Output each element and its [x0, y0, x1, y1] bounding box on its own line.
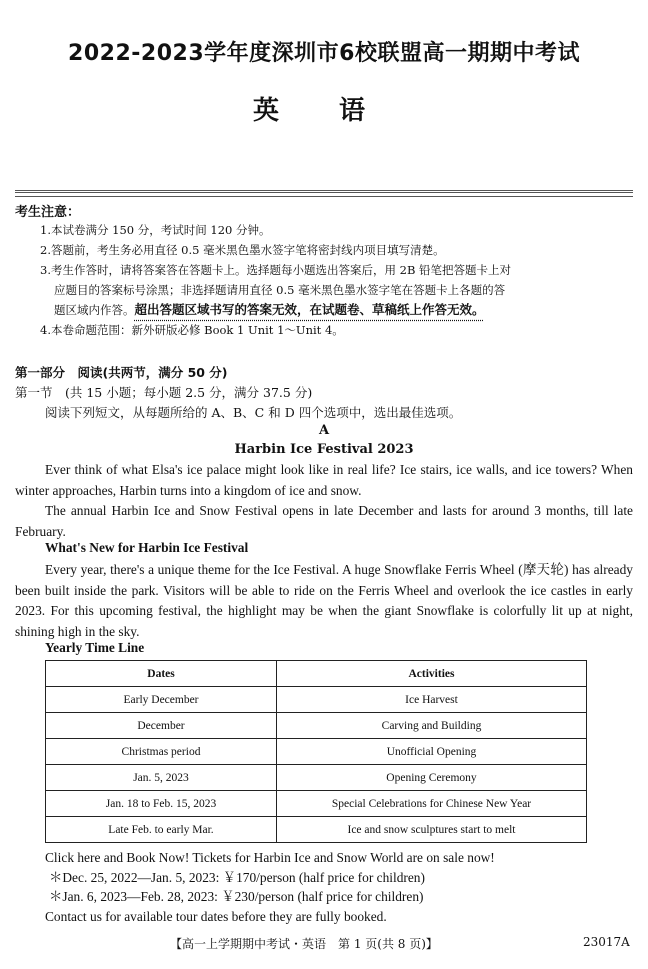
notice-item-3-tail: 题区域内作答。	[54, 303, 135, 317]
notice-list	[40, 220, 640, 340]
header-activities: Activities	[277, 661, 587, 687]
footer-label: 【高一上学期期中考试・英语 第 1 页(共 8 页)】	[170, 937, 438, 951]
passage-intro	[15, 460, 633, 542]
subheading-timeline: Yearly Time Line	[45, 640, 145, 655]
activity-cell: Special Celebrations for Chinese New Year	[277, 791, 587, 817]
booking-line-2: ＊Dec. 25, 2022—Jan. 5, 2023: ￥170/person (half price for children)	[49, 869, 425, 885]
section-heading: 第一节 (共 15 小题；每小题 2.5 分，满分 37.5 分)	[15, 385, 313, 400]
notice-heading: 考生注意：	[15, 205, 81, 220]
activity-cell: Ice and snow sculptures start to melt	[277, 817, 587, 843]
table-row	[46, 765, 587, 791]
notice-item-3: 3.考生作答时，请将答案答在答题卡上。选择题每小题选出答案后，用 2B 铅笔把答题卡上对	[40, 263, 512, 277]
date-cell: Late Feb. to early Mar.	[46, 817, 277, 843]
booking-line-4: Contact us for available tour dates before they are fully booked.	[45, 908, 387, 924]
booking-line-3: ＊Jan. 6, 2023—Feb. 28, 2023: ￥230/person (half price for children)	[49, 889, 424, 904]
notice-item-1: 1.本试卷满分 150 分，考试时间 120 分钟。	[40, 223, 271, 237]
table-header-row	[46, 661, 587, 687]
part-heading: 第一部分 阅读(共两节，满分 50 分)	[15, 365, 228, 380]
paragraph-1: Ever think of what Elsa's ice palace might look like in real life? Ice stairs, ice walls, and ice towers? When winter approaches, Harbin turns into a kingdom of ice and snow.	[15, 462, 633, 498]
date-cell: Christmas period	[46, 739, 277, 765]
notice-item-3-cont: 应题目的答案标号涂黑；非选择题请用直径 0.5 毫米黑色墨水签字笔在答题卡上各题的答	[54, 283, 506, 297]
reading-instruction: 阅读下列短文，从每题所给的 A、B、C 和 D 四个选项中，选出最佳选项。	[45, 405, 462, 420]
subheading-whats-new: What's New for Harbin Ice Festival	[45, 540, 249, 555]
date-cell: December	[46, 713, 277, 739]
passage-body	[15, 560, 633, 642]
activity-cell: Unofficial Opening	[277, 739, 587, 765]
passage-title: Harbin Ice Festival 2023	[234, 442, 414, 457]
table-row	[46, 739, 587, 765]
date-cell: Jan. 5, 2023	[46, 765, 277, 791]
table-row	[46, 687, 587, 713]
header-dates: Dates	[46, 661, 277, 687]
paragraph-3: Every year, there's a unique theme for the Ice Festival. A huge Snowflake Ferris Wheel (摩天轮) has already been built inside the park. Visitors will be able to ride on the Ferris Wheel and overlook the ice castles in early 2023. For this upcoming festival, the highlight may be when the giant Snowflake is colorfully lit up at night, shining high in the sky.	[15, 562, 633, 639]
subject-title: 英语	[252, 96, 425, 126]
booking-info	[45, 848, 495, 926]
table-row	[46, 817, 587, 843]
table-row	[46, 713, 587, 739]
notice-item-2: 2.答题前，考生务必用直径 0.5 毫米黑色墨水签字笔将密封线内项目填写清楚。	[40, 243, 445, 257]
booking-line-1: Click here and Book Now! Tickets for Harbin Ice and Snow World are on sale now!	[45, 850, 495, 865]
paragraph-2: The annual Harbin Ice and Snow Festival opens in late December and lasts for around 3 months, till late February.	[15, 503, 633, 539]
activity-cell: Carving and Building	[277, 713, 587, 739]
notice-emphasis: 超出答题区域书写的答案无效，在试题卷、草稿纸上作答无效。	[134, 302, 485, 317]
table-row	[46, 791, 587, 817]
date-cell: Jan. 18 to Feb. 15, 2023	[46, 791, 277, 817]
footer-code: 23017A	[583, 935, 630, 949]
header-divider	[15, 190, 633, 197]
timeline-table	[45, 660, 587, 843]
activity-cell: Ice Harvest	[277, 687, 587, 713]
notice-item-4: 4.本卷命题范围：新外研版必修 Book 1 Unit 1～Unit 4。	[40, 323, 344, 337]
date-cell: Early December	[46, 687, 277, 713]
activity-cell: Opening Ceremony	[277, 765, 587, 791]
passage-letter: A	[318, 423, 330, 438]
notice-item-3-cont2	[40, 300, 640, 320]
exam-title: 2022-2023学年度深圳市6校联盟高一期期中考试	[68, 41, 580, 66]
